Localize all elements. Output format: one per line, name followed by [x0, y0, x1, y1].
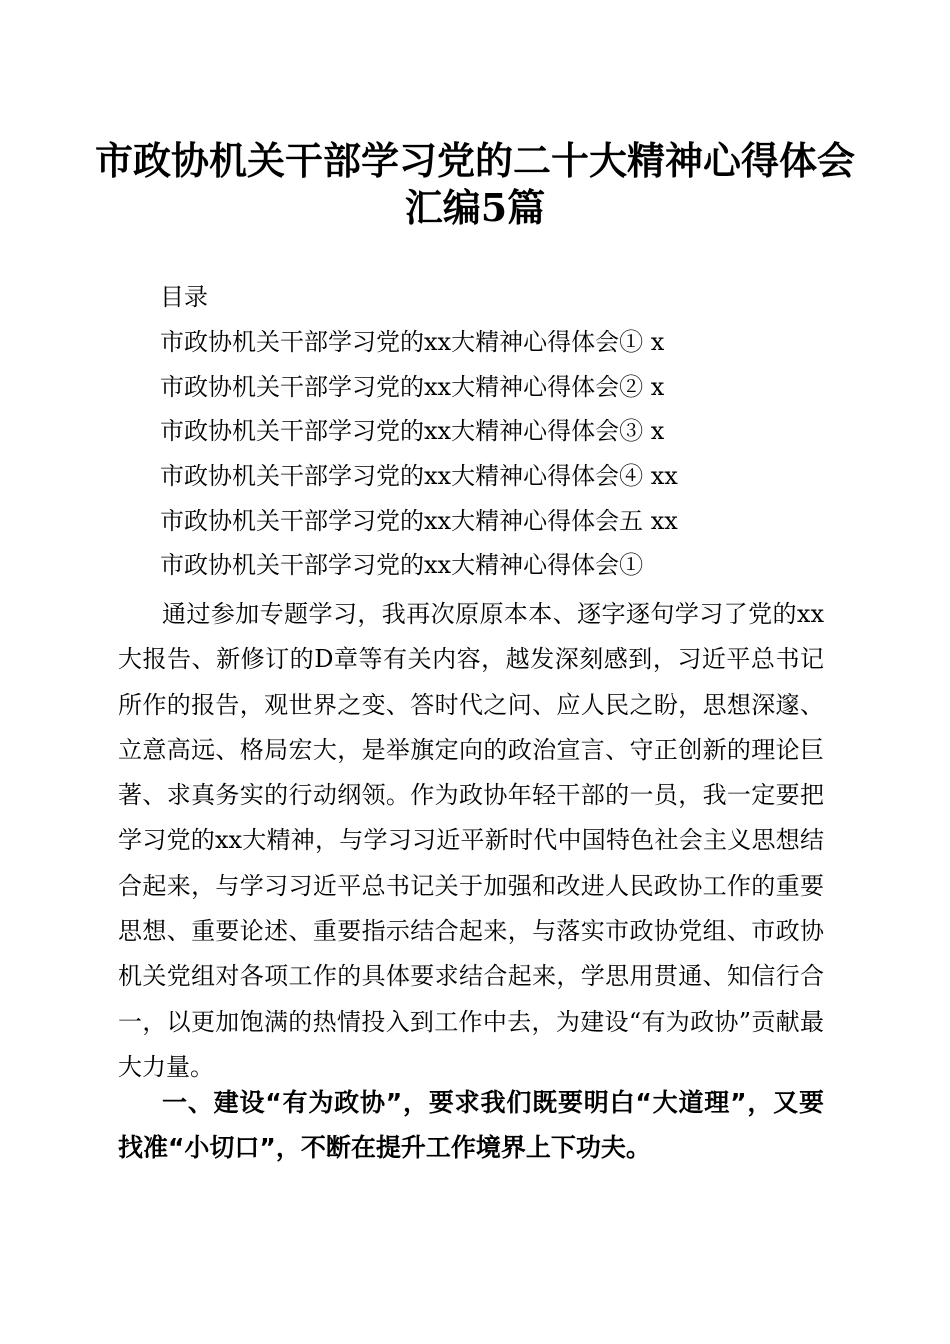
document-title-line-2: 汇编5篇: [404, 185, 546, 230]
body-paragraph: 通过参加专题学习，我再次原原本本、逐字逐句学习了党的xx大报告、新修订的D章等有关内容，越发深刻感到，习近平总书记所作的报告，观世界之变、答时代之问、应人民之盼，思想深邃、立意高远、格局宏大，是举旗定向的政治宣言、守正创新的理论巨著、求真务实的行动纲领。作为政协年轻干部的一员，我一定要把学习党的xx大精神，与学习习近平新时代中国特色社会主义思想结合起来，与学习习近平总书记关于加强和改进人民政协工作的重要思想、重要论述、重要指示结合起来，与落实市政协党组、市政协机关党组对各项工作的具体要求结合起来，学思用贯通、知信行合一，以更加饱满的热情投入到工作中去，为建设“有为政协”贡献最大力量。: [118, 600, 824, 1081]
toc-item: 市政协机关干部学习党的xx大精神心得体会五 xx: [160, 507, 678, 535]
document-title-line-1: 市政协机关干部学习党的二十大精神心得体会: [94, 138, 855, 183]
toc-item: 市政协机关干部学习党的xx大精神心得体会④ xx: [160, 462, 678, 490]
toc-item: 市政协机关干部学习党的xx大精神心得体会③ x: [160, 417, 665, 445]
toc-item: 市政协机关干部学习党的xx大精神心得体会①: [160, 551, 644, 579]
toc-item: 市政协机关干部学习党的xx大精神心得体会② x: [160, 373, 665, 401]
toc-item: 市政协机关干部学习党的xx大精神心得体会① x: [160, 328, 665, 356]
section-heading: 一、建设“有为政协”，要求我们既要明白“大道理”，又要找准“小切口”，不断在提升工作境界上下功夫。: [118, 1088, 824, 1162]
toc-heading: 目录: [160, 283, 208, 311]
